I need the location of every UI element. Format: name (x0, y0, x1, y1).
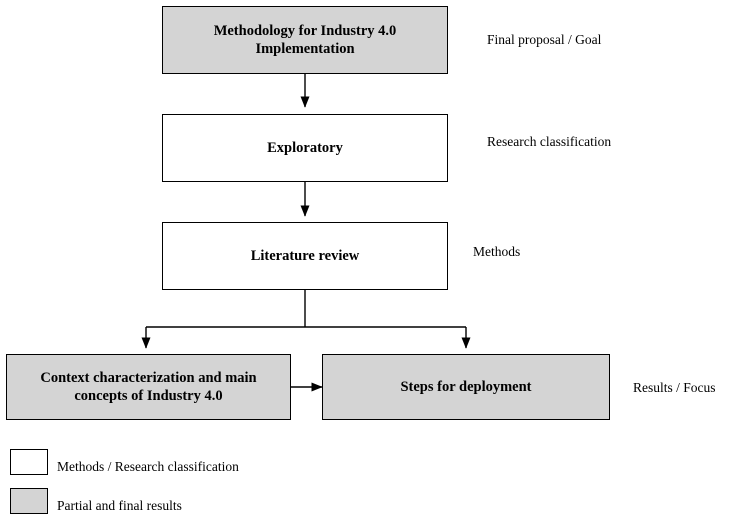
side-label-literature-review: Methods (473, 244, 521, 259)
legend-swatch-methods (10, 449, 48, 475)
legend-swatch-results (10, 488, 48, 514)
node-steps-for-deployment[interactable] (322, 354, 610, 420)
side-label-goal: Final proposal / Goal (487, 32, 602, 47)
side-label-results: Results / Focus (633, 380, 716, 395)
side-label-exploratory: Research classification (487, 134, 612, 149)
node-exploratory[interactable] (162, 114, 448, 182)
node-goal-label: Methodology for Industry 4.0 Implementation (213, 22, 397, 57)
legend-label-results: Partial and final results (57, 498, 182, 513)
node-literature-review[interactable] (162, 222, 448, 290)
node-literature-review-label: Literature review (250, 247, 360, 264)
node-steps-for-deployment-label: Steps for deployment (400, 378, 532, 395)
legend-label-methods: Methods / Research classification (57, 459, 239, 474)
node-context-characterization-label: Context characterization and main concepts of Industry 4.0 (40, 369, 257, 404)
node-goal[interactable] (162, 6, 448, 74)
node-context-characterization[interactable] (6, 354, 291, 420)
node-exploratory-label: Exploratory (267, 139, 343, 156)
